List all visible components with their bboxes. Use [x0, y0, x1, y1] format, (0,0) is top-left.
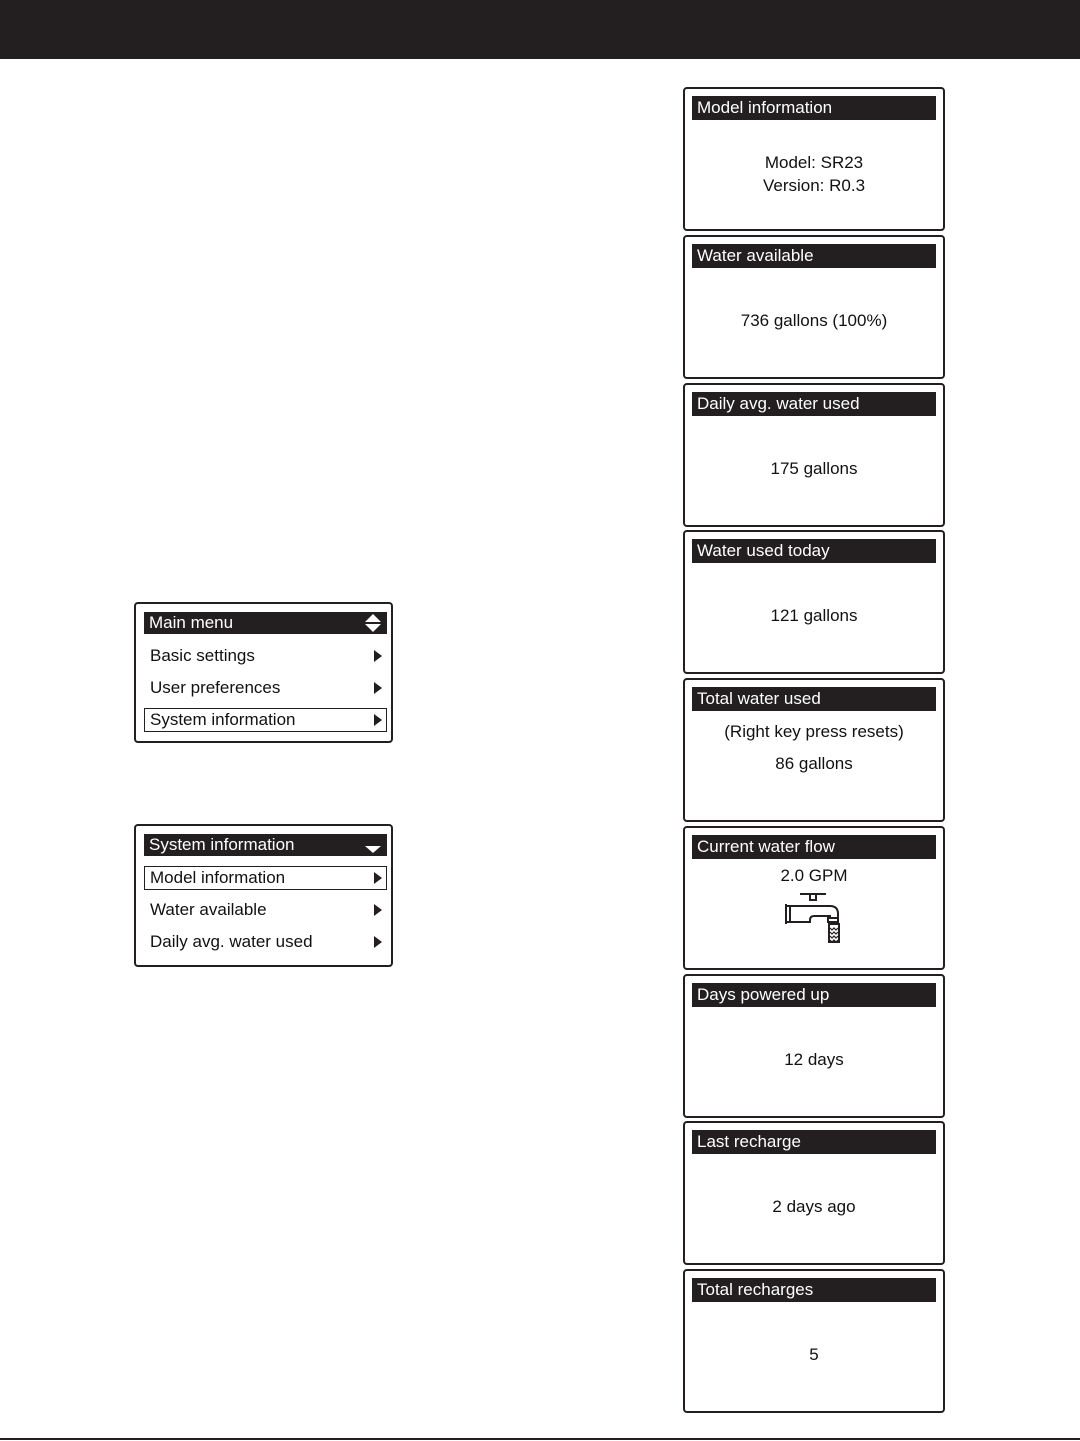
version-value: Version: R0.3 [762, 176, 866, 195]
system-info-menu-screen [134, 824, 393, 967]
menu-item-label: User preferences [150, 678, 281, 697]
water-used-today-screen [683, 530, 945, 674]
main-menu-header [144, 612, 387, 634]
main-menu-title: Main menu [149, 613, 234, 632]
screen-title: Model information [692, 96, 936, 120]
system-menu-title: System information [149, 835, 295, 854]
scroll-up-down-icon [365, 614, 381, 632]
screen-title: Water used today [692, 539, 936, 563]
chevron-right-icon [374, 650, 382, 662]
faucet-icon [780, 888, 846, 948]
screen-title: Last recharge [692, 1130, 936, 1154]
model-value: Model: SR23 [764, 153, 864, 172]
chevron-right-icon [374, 936, 382, 948]
total-water-used-value: 86 gallons [775, 754, 853, 773]
screen-title: Water available [692, 244, 936, 268]
menu-item-label: Basic settings [150, 646, 255, 665]
menu-item-label: Daily avg. water used [150, 932, 313, 951]
menu-item-system-information[interactable] [144, 708, 387, 732]
last-recharge-screen [683, 1121, 945, 1265]
scroll-down-icon [365, 846, 381, 853]
daily-avg-water-used-screen [683, 383, 945, 527]
total-recharges-screen [683, 1269, 945, 1413]
water-used-today-value: 121 gallons [770, 606, 858, 625]
menu-item-water-available[interactable] [144, 898, 387, 922]
model-information-screen [683, 87, 945, 231]
total-water-used-screen [683, 678, 945, 822]
page-header-bar [0, 0, 1080, 59]
screen-title: Days powered up [692, 983, 936, 1007]
menu-item-daily-avg-water-used[interactable] [144, 930, 387, 954]
water-available-screen [683, 235, 945, 379]
menu-item-user-preferences[interactable] [144, 676, 387, 700]
total-recharges-value: 5 [809, 1345, 819, 1364]
menu-item-model-information[interactable] [144, 866, 387, 890]
system-menu-header [144, 834, 387, 856]
chevron-right-icon [374, 714, 382, 726]
chevron-right-icon [374, 904, 382, 916]
days-powered-up-screen [683, 974, 945, 1118]
chevron-right-icon [374, 682, 382, 694]
screen-title: Current water flow [692, 835, 936, 859]
chevron-right-icon [374, 872, 382, 884]
daily-avg-value: 175 gallons [770, 459, 858, 478]
current-water-flow-screen [683, 826, 945, 970]
days-powered-up-value: 12 days [784, 1050, 844, 1069]
screen-title: Daily avg. water used [692, 392, 936, 416]
reset-note: (Right key press resets) [724, 722, 904, 741]
menu-item-basic-settings[interactable] [144, 644, 387, 668]
menu-item-label: System information [150, 710, 296, 729]
main-menu-screen [134, 602, 393, 743]
menu-item-label: Model information [150, 868, 286, 887]
screen-title: Total water used [692, 687, 936, 711]
flow-value: 2.0 GPM [780, 866, 848, 885]
page-bottom-rule [0, 1438, 1080, 1440]
menu-item-label: Water available [150, 900, 267, 919]
screen-title: Total recharges [692, 1278, 936, 1302]
last-recharge-value: 2 days ago [772, 1197, 856, 1216]
water-available-value: 736 gallons (100%) [740, 311, 888, 330]
